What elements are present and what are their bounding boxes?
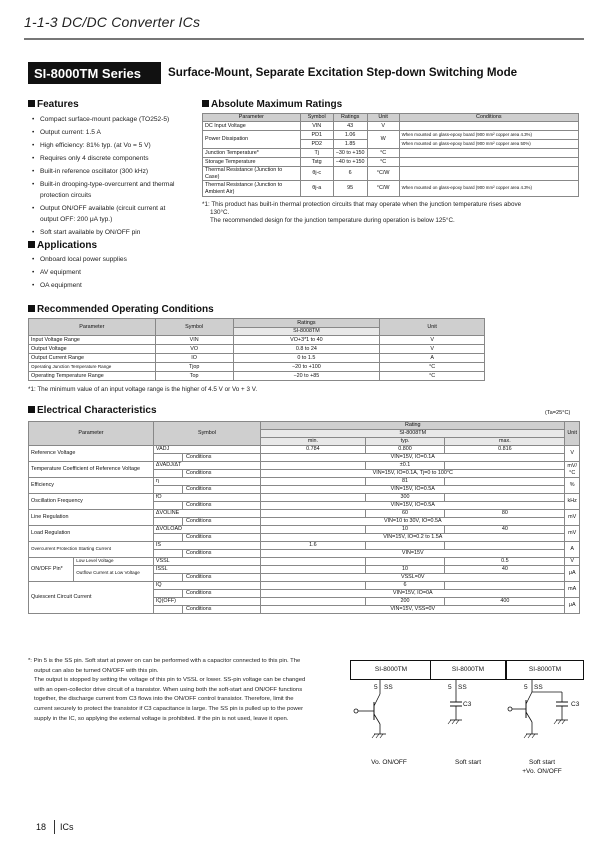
table-row: Temperature Coefficient of Reference Voltage ΔVADJ/ΔT ±0.1 mV/°C: [29, 462, 580, 470]
table-row: Overcurrent Protection Starting Current IS 1.6 A: [29, 542, 580, 550]
table-row: Conditions VIN=15V, IO=0.5A: [29, 502, 580, 510]
list-item: • Output ON/OFF available (circuit current at: [32, 203, 197, 214]
rec-op-heading: Recommended Operating Conditions: [28, 304, 214, 315]
table-row: Conditions VSSL=0V: [29, 574, 580, 582]
pin-number: 5: [524, 684, 528, 691]
applications-list: [32, 254, 197, 291]
list-item: • Output current: 1.5 A: [32, 127, 197, 138]
table-row: ON/OFF Pin* Low Level Voltage VSSL 0.5 V: [29, 558, 580, 566]
table-row: Conditions VIN=15V: [29, 550, 580, 558]
col-header: Conditions: [399, 114, 578, 122]
circuit-caption: Soft start: [528, 759, 555, 766]
abs-max-table: [202, 113, 579, 197]
table-row: Thermal Resistance (Junction to Ambient Air) θj-a 95 °C/W When mounted on glass-epoxy board (900 mm² copper area 4.3%): [203, 181, 579, 197]
circuit-caption-2: +Vo. ON/OFF: [522, 768, 562, 775]
list-item: • Soft start available by ON/OFF pin: [32, 227, 197, 238]
table-row: Input Voltage Range VIN VO+3*1 to 40 V: [29, 336, 485, 345]
list-item: • Onboard local power supplies: [32, 254, 197, 265]
rec-op-table: Parameter Symbol Ratings Unit SI-8008TM Input Voltage Range VIN VO+3*1 to 40 V Output Voltage VO 0.8 to 24 V Output Current Range IO 0 to 1.5 A Operating Junction Temperature Range Tjop −20 to +100 °C Operating Temperature Range Top −20 to +85 °C: [28, 318, 485, 381]
features-list: [32, 114, 197, 238]
chip-box: SI-8000TM: [506, 660, 584, 680]
table-row: Load Regulation ΔVOLOAD 10 40 mV: [29, 526, 580, 534]
table-row: Quiescent Circuit Current IQ 6 mA: [29, 582, 580, 590]
page-title: Surface-Mount, Separate Excitation Step-down Switching Mode: [168, 66, 518, 79]
chip-box: SI-8000TM: [430, 660, 506, 680]
table-row: Conditions VIN=15V, IO=0.1A, Tj=0 to 100°C: [29, 470, 580, 478]
application-circuits: [350, 660, 590, 780]
table-row: Conditions VIN=15V, IO=0.1A: [29, 454, 580, 462]
chip-box: SI-8000TM: [350, 660, 432, 680]
table-row: Oscillation Frequency fO 300 kHz: [29, 494, 580, 502]
footer-divider: [54, 820, 55, 834]
pin-number: 5: [374, 684, 378, 691]
table-row: Outflow Current at Low Voltage ISSL 10 40 μA: [29, 566, 580, 574]
abs-max-heading: Absolute Maximum Ratings: [202, 99, 342, 110]
list-item: • Requires only 4 discrete components: [32, 153, 197, 164]
circuit-caption: Soft start: [454, 759, 481, 766]
table-row: Conditions VIN=15V, IO=0.2 to 1.5A: [29, 534, 580, 542]
list-item: • AV equipment: [32, 267, 197, 278]
page-number: 18: [36, 822, 47, 832]
square-bullet-icon: [28, 100, 35, 107]
header-divider: [24, 38, 584, 40]
list-item: • Compact surface-mount package (TO252-5): [32, 114, 197, 125]
col-header: Ratings: [333, 114, 367, 122]
col-header: Unit: [367, 114, 399, 122]
capacitor-label: C3: [463, 701, 472, 708]
table-row: Junction Temperature* Tj −30 to +150 °C: [203, 149, 579, 158]
onoff-footnote: *: Pin 5 is the SS pin. Soft start at power on can be performed with a capacitor connected to this pin. The output can also be turned ON/OFF with this pin. The output is stopped by setting the voltage of this pin to VSSL or lower. SS-pin voltage can be changed with an open-collector drive circuit of a transistor. When using both the soft-start and ON/OFF functions together, the discharge current from C3 flows into the ON/OFF control transistor. Therefore, limit the current securely to protect the transistor if C3 capacitance is large. The SS pin is pulled up to the power supply in the IC, so applying the external voltage is prohibited. If the pin is not used, leave it open.: [28, 658, 306, 722]
applications-heading: Applications: [28, 240, 97, 251]
table-row: DC Input Voltage VIN 43 V: [203, 122, 579, 131]
category-label: 1-1-3 DC/DC Converter ICs: [24, 14, 201, 30]
ambient-temp-label: (Ta=25°C): [545, 410, 571, 416]
pin-number: 5: [448, 684, 452, 691]
table-row: Conditions VIN=10 to 30V, IO=0.5A: [29, 518, 580, 526]
list-item: • OA equipment: [32, 280, 197, 291]
table-row: Output Voltage VO 0.8 to 24 V: [29, 345, 485, 354]
square-bullet-icon: [202, 100, 209, 107]
series-title: SI-8000TM Series: [28, 62, 161, 84]
square-bullet-icon: [28, 305, 35, 312]
pin-label: SS: [458, 684, 467, 691]
elec-heading: Electrical Characteristics: [28, 405, 157, 416]
table-row: Operating Junction Temperature Range Tjop −20 to +100 °C: [29, 363, 485, 372]
table-row: Thermal Resistance (Junction to Case) θj-c 6 °C/W: [203, 167, 579, 181]
square-bullet-icon: [28, 406, 35, 413]
table-row: Conditions VIN=15V, IO=0A: [29, 590, 580, 598]
table-row: Line Regulation ΔVOLINE 60 80 mV: [29, 510, 580, 518]
table-row: Conditions VIN=15V, IO=0.5A: [29, 486, 580, 494]
transistor-capacitor-icon: [506, 680, 590, 750]
table-row: Conditions VIN=15V, VSS=0V: [29, 606, 580, 614]
rec-op-note: *1: The minimum value of an input voltage range is the higher of 4.5 V or Vo + 3 V.: [28, 386, 258, 393]
capacitor-label: C3: [571, 701, 580, 708]
capacitor-icon: [430, 680, 506, 750]
table-row: Reference Voltage VADJ 0.784 0.800 0.816 V: [29, 446, 580, 454]
table-row: Operating Temperature Range Top −20 to +85 °C: [29, 372, 485, 381]
list-item: • High efficiency: 81% typ. (at Vo = 5 V): [32, 140, 197, 151]
list-item-cont: protection circuits: [40, 192, 92, 199]
table-row: Power Dissipation PD1 1.06 W When mounted on glass-epoxy board (900 mm² copper area 4.3%): [203, 131, 579, 140]
footer-section: ICs: [60, 822, 74, 832]
col-header: Symbol: [300, 114, 333, 122]
pin-label: SS: [384, 684, 393, 691]
features-heading: Features: [28, 99, 79, 110]
square-bullet-icon: [28, 241, 35, 248]
elec-table-body: Parameter Symbol Rating Unit SI-8008TM min. typ. max. Reference Voltage VADJ 0.784 0.800 0.816 V Conditions VIN=15V, IO=0.1A Temperature Coefficient of Reference Voltage ΔVADJ/ΔT ±0.1 mV/°C Conditions VIN=15V, IO=0.1A, Tj=0 to 100°C Efficiency η 81 % Conditions VIN=15V, IO=0.5A Oscillation Frequency fO 300 kHz Conditions VIN=15V, IO=0.5A Line Regulation ΔVOLINE 60 80 mV Conditions VIN=10 to 30V, IO=0.5A Load Regulation ΔVOLOAD 10 40 mV Conditions VIN=15V, IO=0.2 to 1.5A Overcurrent Protection Starting Current IS 1.6 A Conditions VIN=15V ON/OFF Pin* Low Level Voltage VSSL 0.5 V Outflow Current at Low Voltage ISSL 10 40 μA Conditions VSSL=0V Quiescent Circuit Current IQ 6 mA Conditions VIN=15V, IO=0A IQ(OFF) 200 400 μA Conditions VIN=15V, VSS=0V: [28, 421, 580, 614]
circuit-caption: Vo. ON/OFF: [371, 759, 407, 766]
transistor-switch-icon: [350, 680, 432, 750]
table-row: IQ(OFF) 200 400 μA: [29, 598, 580, 606]
table-row: Storage Temperature Tstg −40 to +150 °C: [203, 158, 579, 167]
table-row: Efficiency η 81 %: [29, 478, 580, 486]
table-row: Output Current Range IO 0 to 1.5 A: [29, 354, 485, 363]
list-item-cont: output OFF: 200 μA typ.): [40, 216, 113, 223]
list-item: • Built-in drooping-type-overcurrent and thermal: [32, 179, 197, 190]
pin-label: SS: [534, 684, 543, 691]
list-item: • Built-in reference oscillator (300 kHz): [32, 166, 197, 177]
col-header: Parameter: [203, 114, 301, 122]
abs-max-note: *1: This product has built-in thermal protection circuits that may operate when the junction temperature rises above 130°C. The recommended design for the junction temperature during operation is below 125°C.: [202, 201, 522, 224]
table-row: PD2 1.85 When mounted on glass-epoxy board (900 mm² copper area 50%): [203, 140, 579, 149]
